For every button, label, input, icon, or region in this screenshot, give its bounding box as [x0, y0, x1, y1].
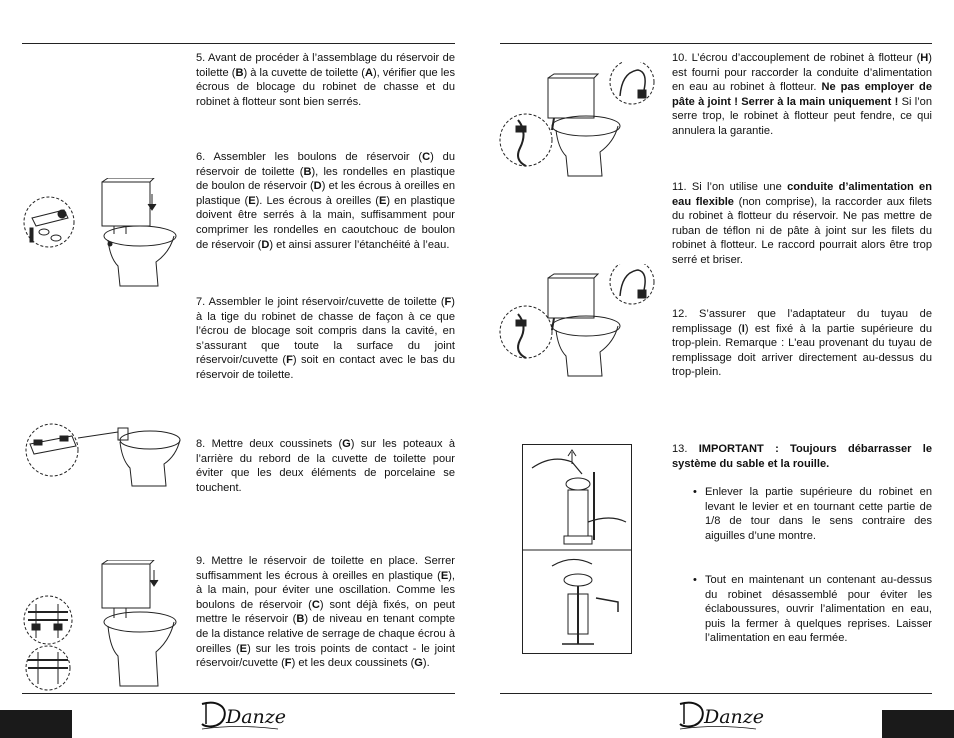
bullet-marker: • — [693, 486, 697, 498]
step-10-text: 10. L’écrou d’accouplement de robinet à flotteur (H) est fourni pour raccorder la conduite d’alimentation en eau au robinet à flotteur. Ne pas employer de pâte à joint ! Serrer à la main uniquement ! Si l’on serre trop, le robinet à flotteur peut fendre, ce qui annulera la garantie. — [672, 52, 932, 137]
step-12-text: 12. S’assurer que l’adaptateur du tuyau de remplissage (I) est fixé à la partie supérieure du trop-plein. Remarque : L'eau provenant du tuyau de remplissage doit arriver directement au-dessus du trop-plein. — [672, 308, 932, 379]
svg-text:Danze: Danze — [704, 706, 765, 728]
step-13-bullet-2: • Tout en maintenant un contenant au-dessus du robinet désassemblé pour éviter les éclaboussures, ouvrir l’alimentation en eau, puis la fermer à quelques reprises. Laisser l’alimentation en eau fermée. — [693, 574, 932, 645]
bottom-rule-right — [500, 693, 932, 694]
step-9-text: 9. Mettre le réservoir de toilette en place. Serrer suffisamment les écrous à oreilles en plastique (E), à la main, pour éviter une oscillation. Comme les boulons de réservoir (C) sont déjà fixés, on peut mettre le réservoir (B) de niveau en tenant compte de la distance relative de serrage de chaque écrou à oreilles (E) sur les trois points de contact - le joint réservoir/cuvette (F) et les deux coussinets (G). — [196, 555, 456, 670]
top-rule-left — [22, 43, 455, 44]
step-13-bullet-1: • Enlever la partie supérieure du robinet en levant le levier et en tournant cette partie de 1/8 de tour dans le sens contraire des aiguilles d’une montre. — [693, 486, 932, 542]
danze-logo-right — [676, 698, 766, 732]
page-tab-right — [882, 710, 954, 738]
bullet-marker: • — [693, 574, 697, 586]
illustration-step-8-cushions — [22, 418, 182, 488]
illustration-step-9-tank-mounting — [22, 560, 182, 692]
danze-logo-left — [198, 698, 288, 732]
illustration-step-6-toilet-bolts — [22, 178, 182, 290]
illustration-step-12-refill-tube — [498, 264, 658, 384]
step-11-text: 11. Si l’on utilise une conduite d’alimentation en eau flexible (non comprise), la raccorder aux filets du robinet à flotteur du réservoir. Ne pas mettre de ruban de téflon ni de pâte à joint sur les filets du robinet à flotteur. Le raccord pourrait alors être trop serré et briser. — [672, 181, 933, 266]
top-rule-right — [500, 43, 932, 44]
step-7-text: 7. Assembler le joint réservoir/cuvette de toilette (F) à la tige du robinet de chasse de façon à ce que l’écrou de blocage soit compris dans la cavité, en s’assurant que toute la surface du joint réservoir/cuvette (F) soit en contact avec le bas du réservoir de toilette. — [196, 296, 455, 381]
step-6-text: 6. Assembler les boulons de réservoir (C) du réservoir de toilette (B), les rondelles en plastique de boulon de réservoir (D) et les écrous à oreilles en plastique (E). Les écrous à oreilles (E) en plastique doivent être serrés à la main, suffisamment pour comprimer les rondelles en caoutchouc de boulon de réservoir (D) et ainsi assurer l’étanchéité à l’eau. — [196, 151, 456, 251]
step-5-text: 5. Avant de procéder à l’assemblage du réservoir de toilette (B) à la cuvette de toilette (A), vérifier que les écrous de blocage du robinet de chasse et du robinet à flotteur sont bien serrés. — [196, 52, 455, 108]
bottom-rule-left — [22, 693, 455, 694]
illustration-step-10-supply-line — [498, 62, 658, 182]
step-13-text: 13. IMPORTANT : Toujours débarrasser le système du sable et la rouille. — [672, 443, 932, 470]
svg-text:Danze: Danze — [226, 706, 287, 728]
step-8-text: 8. Mettre deux coussinets (G) sur les poteaux à l’arrière du rebord de la cuvette de toilette pour éviter que les deux éléments de porcelaine se touchent. — [196, 438, 455, 494]
illustration-step-13-flush-valve — [522, 444, 632, 654]
page-tab-left — [0, 710, 72, 738]
